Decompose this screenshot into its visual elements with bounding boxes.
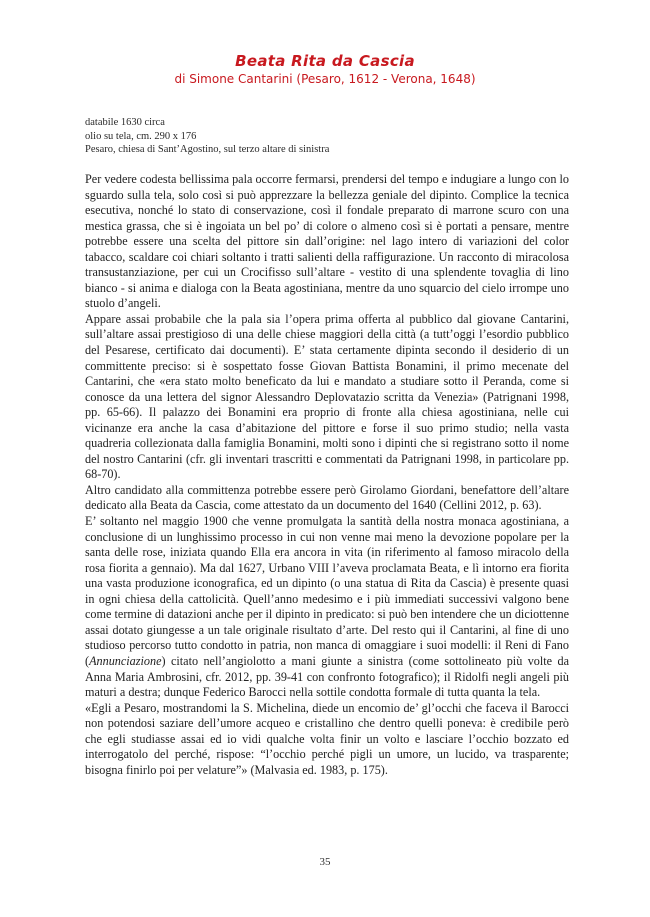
paragraph [85,483,569,514]
paragraph-text: Altro candidato alla committenza potrebbe essere però Girolamo Giordani, benefattore dell’altare dedicato alla Beata da Cascia, come attestato da un documento del 1640 (Cellini 2012, p. 63). [85,482,569,513]
paragraph-text: «Egli a Pesaro, mostrandomi la S. Michelina, diede un encomio de’ gl’occhi che faceva il Barocci non potendosi saziare dell’umore acqueo e cristallino che dentro quelli poneva: è credibile però che egli studiasse assai ed io vidi qualche volta finir un volto e lasciare l’occhio bozzato ed interrogatolo del perché, rispose: “l’occhio perché pigli un umore, un lucido, va trasparente; bisogna finirlo poi per velature”» (Malvasia ed. 1983, p. 175). [85,700,569,777]
paragraph [85,172,569,312]
paragraph-text: ) citato nell’angiolotto a mani giunte a sinistra (come sottolineato più volte da Anna Maria Ambrosini, cfr. 2012, pp. 39-41 con confronto fotografico); il Ridolfi negli angeli più maturi a destra; dunque Federico Barocci nella sottile condotta formale di tutta quanta la tela. [85,653,569,700]
page-number: 35 [319,856,331,868]
paragraph [85,514,569,701]
body-text [85,172,569,778]
artwork-location: Pesaro, chiesa di Sant’Agostino, sul terzo altare di sinistra [85,144,330,155]
artwork-technique: olio su tela, cm. 290 x 176 [85,130,197,142]
paragraph-text: Appare assai probabile che la pala sia l’opera prima offerta al pubblico dal giovane Cantarini, sull’altare assai prestigioso di una delle chiese maggiori della città (a tutt’oggi l’esordio pubblico del Pesarese, certificato dai documenti). E’ stata certamente dipinta secondo il desiderio di un committente preciso: si è sospettato fosse Giovan Battista Bonamini, il primo mecenate del Cantarini, che «era stato molto beneficato da lui e mandato a studiare sotto il Peranda, come si conosce da una lettera del signor Alessandro Deplovatazio scritta da Venezia» (Patrignani 1998, pp. 65-66). Il palazzo dei Bonamini era proprio di fronte alla chiesa agostiniana, nelle cui vicinanze era anche la casa d’abitazione del pittore e forse il suo primo studio; nella vasta quadreria collezionata dalla famiglia Bonamini, molti sono i dipinti che si registrano sotto il nome del nostro Cantarini (cfr. gli inventari trascritti e commentati da Patrignani 1998, in particolare pp. 68-70). [85,311,569,482]
paragraph-text: Per vedere codesta bellissima pala occorre fermarsi, prendersi del tempo e indugiare a lungo con lo sguardo sulla tela, solo così si può apprezzare la bellezza geniale del dipinto. Complice la tecnica esecutiva, nonché lo stato di conservazione, così il fondale preparato di marrone scuro con una mestica grassa, che si è ingoiata un bel po’ di colore o almeno così si è portati a pensare, mentre potrebbe essere una scelta del pittore sin dall’origine: nel lago intero di variazioni del color tabacco, scaldare coi chiari soltanto i tratti salienti della raffigurazione. Un racconto di miracolosa transustanziazione, per cui un Crocifisso sull’altare - vestito di una splendente tovaglia di lino bianco - si anima e dialoga con la Beata agostiniana, mentre da uno squarcio del cielo irrompe uno stuolo d’angeli. [85,172,569,311]
paragraph [85,312,569,483]
artwork-date: databile 1630 circa [85,117,165,128]
artwork-metadata [85,116,575,157]
artwork-title: Beata Rita da Cascia [235,52,415,70]
paragraph [85,701,569,779]
artist-subtitle: di Simone Cantarini (Pesaro, 1612 - Verona, 1648) [174,72,476,86]
artwork-reference-italic: Annunciazione [89,653,162,668]
paragraph-text: E’ soltanto nel maggio 1900 che venne promulgata la santità della nostra monaca agostiniana, a conclusione di un lunghissimo processo in cui non venne mai meno la devozione popolare per la santa delle rose, iniziata quando Ella era ancora in vita (in riferimento al famoso miracolo della rosa fiorita a gennaio). Ma dal 1627, Urbano VIII l’aveva proclamata Beata, e lì intorno era fiorita una vasta produzione iconografica, ed un dipinto (o una statua di Rita da Cascia) è presente quasi in ogni chiesa della cattolicità. Quell’anno medesimo e i più immediati successivi valgono bene come termine di datazioni anche per il dipinto in predicato: si può ben intendere che un diciottenne assai dotato giungesse a un tale originale risultato d’arte. Del resto qui il Cantarini, al fine di uno studioso percorso tutto condotto in patria, non manca di omaggiare i suoi modelli: il Reni di Fano ( [85,514,569,668]
